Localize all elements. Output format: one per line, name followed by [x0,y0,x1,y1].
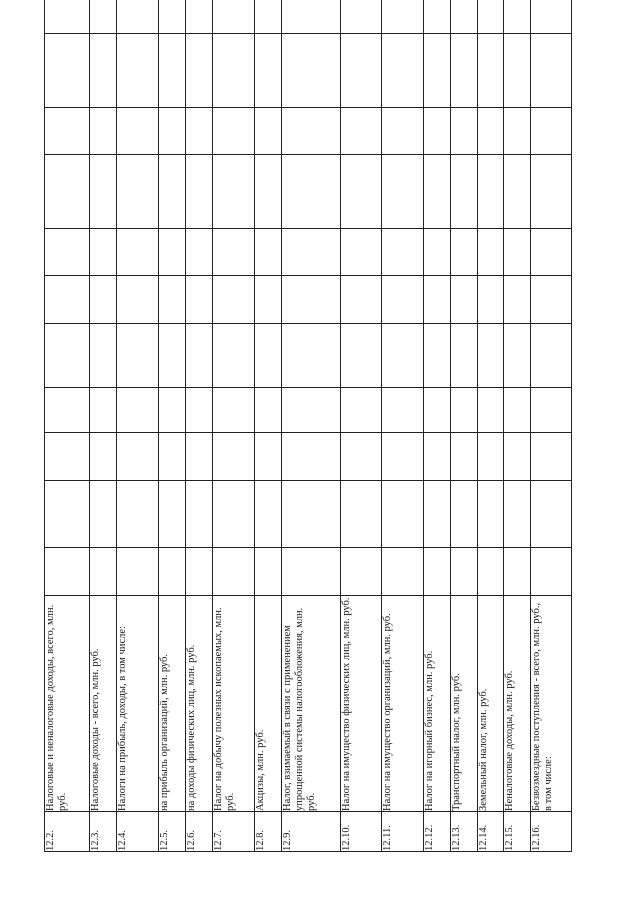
row-number: 12.8. [255,812,282,852]
empty-cell [213,433,255,481]
table-row [381,0,423,852]
empty-cell [381,229,423,276]
empty-cell [255,324,282,388]
empty-cell [450,388,477,433]
empty-cell [159,388,186,433]
empty-cell [503,229,530,276]
empty-cell [117,433,159,481]
empty-cell [255,34,282,108]
indicators-table [44,0,572,852]
empty-cell [477,324,503,388]
empty-cell [340,34,381,108]
table-row [530,0,571,852]
row-number: 12.3. [90,812,117,852]
empty-cell [213,34,255,108]
row-label: Налоги на прибыль, доходы, в том числе: [117,596,159,812]
empty-cell [477,229,503,276]
empty-cell [159,548,186,596]
empty-cell [90,155,117,229]
empty-cell [503,388,530,433]
empty-cell [530,34,571,108]
empty-cell [477,388,503,433]
table-row [45,0,90,852]
empty-cell [381,481,423,548]
empty-cell [117,276,159,324]
empty-cell [381,34,423,108]
empty-cell [423,324,450,388]
empty-cell [340,433,381,481]
empty-cell [340,548,381,596]
empty-cell [530,433,571,481]
empty-cell [423,433,450,481]
empty-cell [45,276,90,324]
empty-cell [477,155,503,229]
empty-cell [530,388,571,433]
empty-cell [423,155,450,229]
empty-cell [381,155,423,229]
empty-cell [530,548,571,596]
empty-cell [186,433,213,481]
row-label: Налоговые и неналоговые доходы, всего, млн. руб. [45,596,90,812]
row-number: 12.11. [381,812,423,852]
empty-cell [423,229,450,276]
empty-cell [450,229,477,276]
empty-cell [450,155,477,229]
empty-cell [45,108,90,155]
table-row [423,0,450,852]
empty-cell [159,34,186,108]
row-number: 12.5. [159,812,186,852]
empty-cell [477,433,503,481]
empty-cell [186,388,213,433]
row-label: Налог на имущество организаций, млн. руб. [381,596,423,812]
row-number: 12.13. [450,812,477,852]
row-label: Неналоговые доходы, млн. руб. [503,596,530,812]
empty-cell [213,276,255,324]
empty-cell [340,388,381,433]
empty-cell [340,324,381,388]
empty-cell [90,481,117,548]
table-row [450,0,477,852]
empty-cell [90,324,117,388]
empty-cell [186,34,213,108]
empty-cell [186,548,213,596]
empty-cell [282,276,340,324]
empty-cell [90,34,117,108]
row-label: Налог, взимаемый в связи с применением упрощенной системы налогообложения, млн. руб. [282,596,340,812]
empty-cell [282,0,340,34]
row-label: Акцизы, млн. руб. [255,596,282,812]
empty-cell [477,481,503,548]
table-row [340,0,381,852]
empty-cell [381,433,423,481]
empty-cell [255,548,282,596]
row-number: 12.16. [530,812,571,852]
row-label: Налог на добычу полезных ископаемых, млн. руб. [213,596,255,812]
empty-cell [90,0,117,34]
empty-cell [159,155,186,229]
empty-cell [423,276,450,324]
empty-cell [503,34,530,108]
empty-cell [159,324,186,388]
empty-cell [255,276,282,324]
empty-cell [186,324,213,388]
empty-cell [477,276,503,324]
empty-cell [340,0,381,34]
empty-cell [450,34,477,108]
row-number: 12.10. [340,812,381,852]
empty-cell [530,481,571,548]
empty-cell [255,433,282,481]
empty-cell [423,34,450,108]
row-label: на доходы физических лиц, млн. руб. [186,596,213,812]
row-number: 12.14. [477,812,503,852]
empty-cell [503,324,530,388]
table-row [90,0,117,852]
row-label: Транспортный налог, млн. руб. [450,596,477,812]
empty-cell [503,108,530,155]
empty-cell [477,34,503,108]
rotated-table-container [44,20,572,852]
empty-cell [282,433,340,481]
row-number: 12.15. [503,812,530,852]
empty-cell [159,276,186,324]
empty-cell [159,481,186,548]
empty-cell [282,229,340,276]
row-label: на прибыль организаций, млн. руб. [159,596,186,812]
empty-cell [503,548,530,596]
empty-cell [90,548,117,596]
empty-cell [159,433,186,481]
empty-cell [530,324,571,388]
row-label: Налоговые доходы - всего, млн. руб. [90,596,117,812]
empty-cell [381,276,423,324]
empty-cell [340,108,381,155]
empty-cell [282,155,340,229]
empty-cell [381,548,423,596]
empty-cell [381,0,423,34]
empty-cell [159,0,186,34]
empty-cell [45,388,90,433]
empty-cell [90,433,117,481]
empty-cell [186,155,213,229]
empty-cell [340,276,381,324]
empty-cell [213,548,255,596]
empty-cell [381,388,423,433]
empty-cell [117,0,159,34]
empty-cell [117,34,159,108]
row-label: Налог на игорный бизнес, млн. руб. [423,596,450,812]
empty-cell [117,548,159,596]
empty-cell [503,481,530,548]
row-number: 12.9. [282,812,340,852]
empty-cell [477,0,503,34]
empty-cell [423,388,450,433]
empty-cell [90,388,117,433]
empty-cell [117,324,159,388]
empty-cell [503,155,530,229]
empty-cell [45,548,90,596]
table-row [282,0,340,852]
empty-cell [340,155,381,229]
empty-cell [90,229,117,276]
empty-cell [282,481,340,548]
empty-cell [255,155,282,229]
empty-cell [282,34,340,108]
empty-cell [282,388,340,433]
empty-cell [450,481,477,548]
row-number: 12.4. [117,812,159,852]
empty-cell [503,0,530,34]
empty-cell [530,108,571,155]
empty-cell [186,276,213,324]
empty-cell [45,324,90,388]
empty-cell [450,108,477,155]
empty-cell [423,481,450,548]
empty-cell [282,324,340,388]
empty-cell [45,229,90,276]
empty-cell [186,0,213,34]
empty-cell [117,108,159,155]
empty-cell [159,229,186,276]
empty-cell [186,229,213,276]
row-label: Налог на имущество физических лиц, млн. руб. [340,596,381,812]
empty-cell [117,155,159,229]
empty-cell [530,0,571,34]
empty-cell [450,324,477,388]
empty-cell [213,108,255,155]
table-row [255,0,282,852]
empty-cell [503,433,530,481]
empty-cell [186,108,213,155]
table-row [117,0,159,852]
row-number: 12.12. [423,812,450,852]
empty-cell [213,388,255,433]
row-label: Безвозмездные поступления - всего, млн. руб., в том числе: [530,596,571,812]
empty-cell [255,108,282,155]
empty-cell [477,108,503,155]
empty-cell [423,548,450,596]
empty-cell [117,481,159,548]
table-row [159,0,186,852]
table-row [477,0,503,852]
empty-cell [186,481,213,548]
empty-cell [45,433,90,481]
empty-cell [340,481,381,548]
empty-cell [450,548,477,596]
empty-cell [213,324,255,388]
empty-cell [381,324,423,388]
row-number: 12.2. [45,812,90,852]
table-row [503,0,530,852]
empty-cell [45,481,90,548]
empty-cell [423,0,450,34]
empty-cell [423,108,450,155]
empty-cell [90,276,117,324]
empty-cell [477,548,503,596]
empty-cell [450,276,477,324]
empty-cell [255,481,282,548]
empty-cell [450,433,477,481]
empty-cell [381,108,423,155]
empty-cell [530,155,571,229]
empty-cell [530,229,571,276]
empty-cell [45,34,90,108]
empty-cell [450,0,477,34]
empty-cell [159,108,186,155]
row-number: 12.7. [213,812,255,852]
empty-cell [255,388,282,433]
row-label: Земельный налог, млн. руб. [477,596,503,812]
empty-cell [503,276,530,324]
empty-cell [45,0,90,34]
empty-cell [530,276,571,324]
empty-cell [90,108,117,155]
table-row [213,0,255,852]
empty-cell [255,229,282,276]
empty-cell [117,229,159,276]
empty-cell [45,155,90,229]
empty-cell [213,229,255,276]
empty-cell [282,548,340,596]
empty-cell [340,229,381,276]
empty-cell [213,0,255,34]
empty-cell [213,481,255,548]
empty-cell [213,155,255,229]
empty-cell [255,0,282,34]
table-row [186,0,213,852]
empty-cell [282,108,340,155]
row-number: 12.6. [186,812,213,852]
empty-cell [117,388,159,433]
